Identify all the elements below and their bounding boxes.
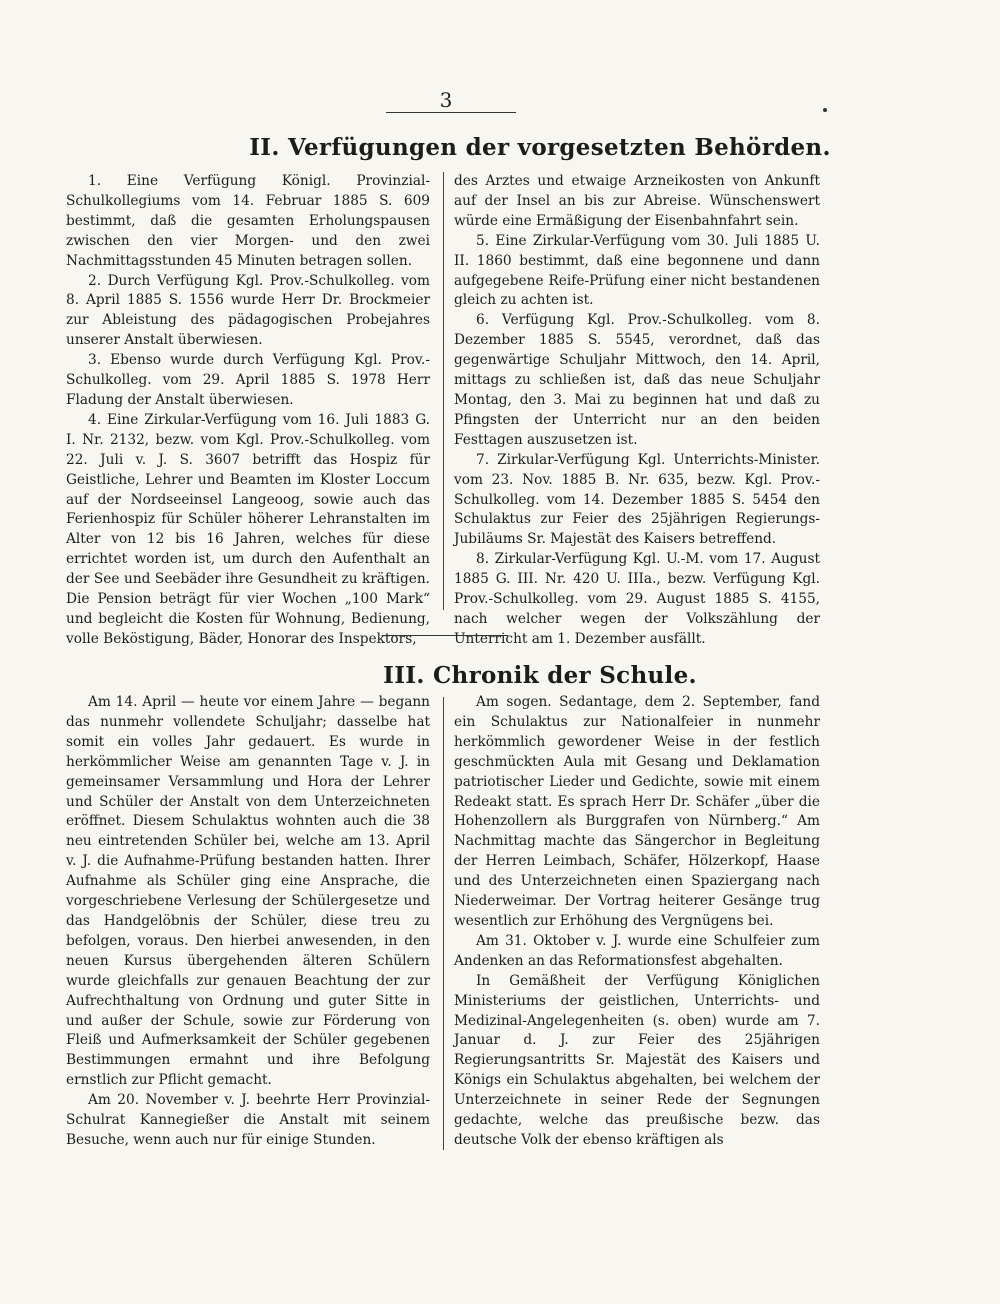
section-2-left-column: [66, 172, 430, 650]
section-divider: [382, 635, 508, 636]
paragraph: In Gemäßheit der Verfügung Königlichen Ministeriums der geistlichen, Unterrichts- und Medizinal-Angelegenheiten (s. oben) wurde am 7. Januar d. J. zur Feier des 25jährigen Regierungsantritts Sr. Majestät des Kaisers und Königs ein Schulaktus abgehalten, bei welchem der Unterzeichnete in seiner Rede der Segnungen gedachte, welche das preußische bezw. das deutsche Volk der ebenso kräftigen als: [454, 972, 820, 1148]
ink-dot: [823, 108, 827, 112]
paragraph: 6. Verfügung Kgl. Prov.-Schulkolleg. vom 8. Dezember 1885 S. 5545, verordnet, daß das gegenwärtige Schuljahr Mittwoch, den 14. April, mittags zu schließen ist, daß das neue Schuljahr Montag, den 3. Mai zu beginnen hat und daß zu Pfingsten der Unterricht nur an den beiden Festtagen auszusetzen ist.: [454, 312, 820, 448]
paragraph: 2. Durch Verfügung Kgl. Prov.-Schulkolleg. vom 8. April 1885 S. 1556 wurde Herr Dr. Brockmeier zur Ableistung des pädagogischen Probejahres unserer Anstalt überwiesen.: [66, 272, 430, 349]
paragraph: Am sogen. Sedantage, dem 2. September, fand ein Schulaktus zur Nationalfeier in nunmehr herkömmlich gewordener Weise in der festlich geschmückten Aula mit Gesang und Deklamation patriotischer Lieder und Gedichte, sowie mit einem Redeakt statt. Es sprach Herr Dr. Schäfer „über die Hohenzollern als Burggrafen von Nürnberg.“ Am Nachmittag machte das Sängerchor in Begleitung der Herren Leimbach, Schäfer, Hölzerkopf, Haase und des Unterzeichneten einen Spaziergang nach Niederweimar. Der Vortrag heiterer Gesänge trug wesentlich zur Erhöhung des Vergnügens bei.: [454, 694, 820, 929]
paragraph: 1. Eine Verfügung Königl. Provinzial-Schulkollegiums vom 14. Februar 1885 S. 609 bestimmt, daß die gesamten Erholungspausen zwischen den vier Morgen- und den zwei Nachmittagsstunden 45 Minuten betragen sollen.: [66, 173, 430, 269]
paragraph: des Arztes und etwaige Arzneikosten von Ankunft auf der Insel an bis zur Abreise. Wünschenswert würde eine Ermäßigung der Eisenbahnfahrt sein.: [454, 173, 820, 229]
paragraph: 7. Zirkular-Verfügung Kgl. Unterrichts-Minister. vom 23. Nov. 1885 B. Nr. 635, bezw. Kgl. Prov.-Schulkolleg. vom 14. Dezember 1885 S. 5454 den Schulaktus zur Feier des 25jährigen Regierungs-Jubiläums Sr. Majestät des Kaisers betreffend.: [454, 451, 820, 548]
section-2-heading: II. Verfügungen der vorgesetzten Behörden.: [249, 134, 831, 161]
paragraph: 8. Zirkular-Verfügung Kgl. U.-M. vom 17. August 1885 G. III. Nr. 420 U. IIIa., bezw. Verfügung Kgl. Prov.-Schulkolleg. vom 29. August 1885 S. 4155, nach welcher wegen der Volkszählung der Unterricht am 1. Dezember ausfällt.: [454, 551, 820, 647]
paragraph: 5. Eine Zirkular-Verfügung vom 30. Juli 1885 U. II. 1860 bestimmt, daß eine begonnene und dann aufgegebene Reife-Prüfung einer nicht bestandenen gleich zu achten ist.: [454, 232, 820, 309]
column-divider: [443, 697, 444, 1150]
paragraph: Am 14. April — heute vor einem Jahre — begann das nunmehr vollendete Schuljahr; dasselbe hat somit ein volles Jahr gedauert. Es wurde in herkömmlicher Weise am genannten Tage v. J. in gemeinsamer Versammlung und Hora der Lehrer und Schüler der Anstalt von dem Unterzeichneten eröffnet. Diesem Schulaktus wohnten auch die 38 neu eintretenden Schüler bei, welche am 13. April v. J. die Aufnahme-Prüfung bestanden hatten. Ihrer Aufnahme als Schüler ging eine Ansprache, die vorgeschriebene Verlesung der Schülergesetze und das Handgelöbnis der Schüler, diese treu zu befolgen, voraus. Den hierbei anwesenden, in den neuen Kursus übergehenden älteren Schülern wurde gleichfalls zur genauen Beachtung der zur Aufrechthaltung von Ordnung und guter Sitte in und außer der Schule, sowie zur Förderung von Fleiß und Aufmerksamkeit der Schüler gegebenen Bestimmungen ermahnt und ihre Befolgung ernstlich zur Pflicht gemacht.: [66, 694, 430, 1089]
paragraph: 4. Eine Zirkular-Verfügung vom 16. Juli 1883 G. I. Nr. 2132, bezw. vom Kgl. Prov.-Schulkolleg. vom 22. Juli v. J. S. 3607 betrifft das Hospiz für Geistliche, Lehrer und Beamten im Kloster Loccum auf der Nordseeinsel Langeoog, sowie auch das Ferienhospiz für Schüler höherer Lehranstalten im Alter von 12 bis 16 Jahren, welches für diese errichtet worden ist, um durch den Aufenthalt an der See und Seebäder ihre Gesundheit zu kräftigen. Die Pension beträgt für vier Wochen „100 Mark“ und begleicht die Kosten für Wohnung, Bedienung, volle Beköstigung, Bäder, Honorar des Inspektors,: [66, 411, 430, 647]
paragraph: Am 31. Oktober v. J. wurde eine Schulfeier zum Andenken an das Reformationsfest abgehalten.: [454, 932, 820, 969]
column-divider: [443, 172, 444, 610]
paragraph: Am 20. November v. J. beehrte Herr Provinzial-Schulrat Kannegießer die Anstalt mit seinem Besuche, wenn auch nur für einige Stunden.: [66, 1092, 430, 1148]
header-rule: [386, 112, 516, 113]
section-3-right-column: [454, 693, 820, 1151]
page-number: 3: [439, 88, 453, 112]
section-2-right-column: [454, 172, 820, 650]
section-3-left-column: [66, 693, 430, 1151]
section-3-heading: III. Chronik der Schule.: [383, 662, 697, 689]
paragraph: 3. Ebenso wurde durch Verfügung Kgl. Prov.-Schulkolleg. vom 29. April 1885 S. 1978 Herr Fladung der Anstalt überwiesen.: [66, 352, 430, 408]
